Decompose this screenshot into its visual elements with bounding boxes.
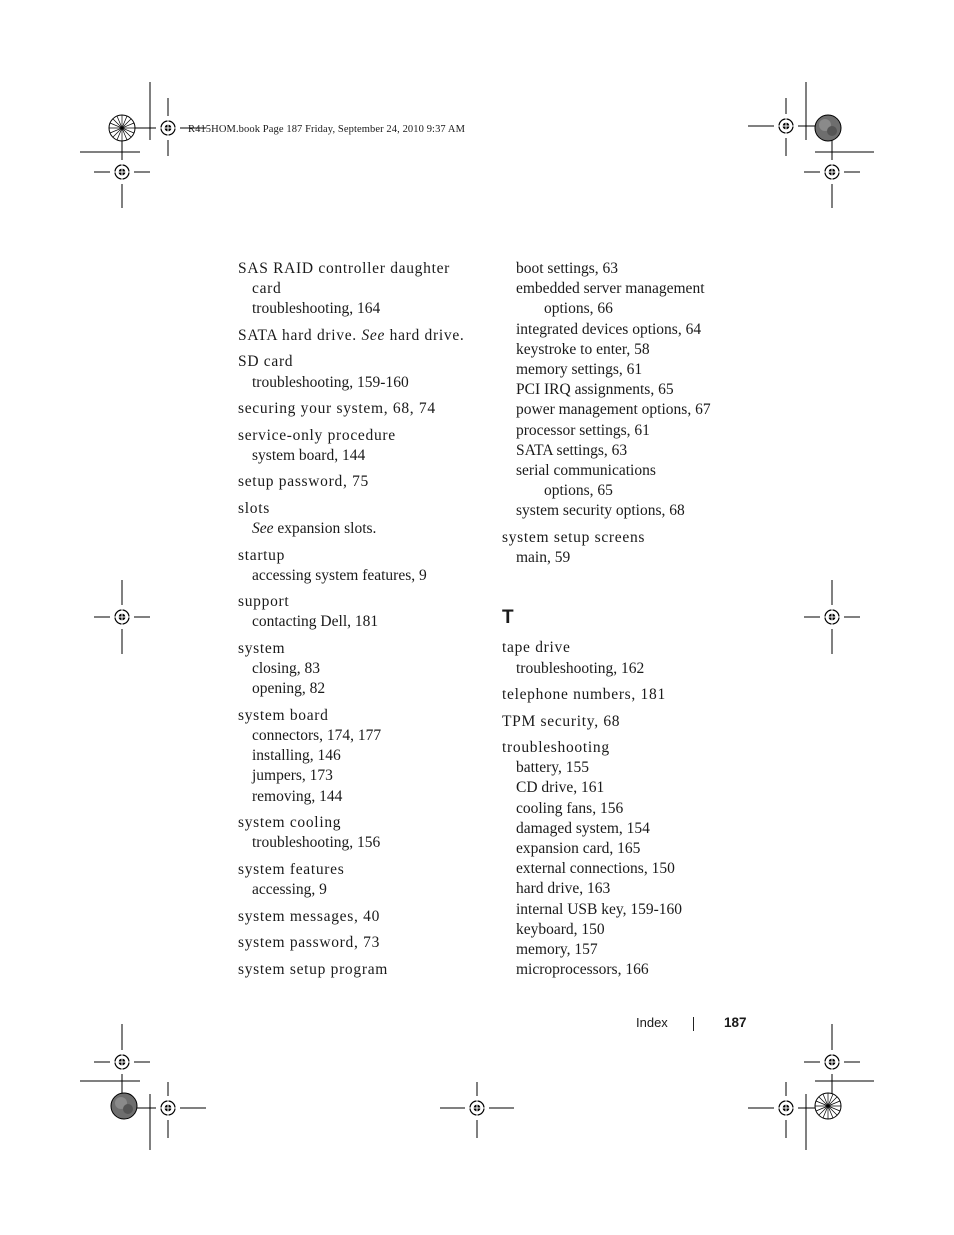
index-term: system features	[238, 860, 345, 878]
index-subentry: system security options, 68	[516, 502, 685, 520]
index-subentry: PCI IRQ assignments, 65	[516, 381, 674, 399]
index-column-left	[238, 259, 483, 986]
index-subentry: opening, 82	[252, 680, 326, 698]
index-entry	[238, 813, 483, 853]
index-subentry: keystroke to enter, 58	[516, 340, 650, 358]
index-term: tape drive	[502, 639, 571, 657]
index-subentry: jumpers, 173	[252, 767, 333, 785]
index-term: system messages, 40	[238, 907, 381, 925]
index-term: system board	[238, 706, 329, 724]
index-entry	[238, 259, 483, 320]
index-term: TPM security, 68	[502, 712, 621, 730]
index-term: setup password, 75	[238, 473, 369, 491]
index-subentry: embedded server management options, 66	[516, 280, 705, 318]
index-see-reference: See expansion slots.	[252, 520, 377, 538]
index-subentry: installing, 146	[252, 747, 341, 765]
index-term: system setup screens	[502, 528, 646, 546]
index-subentry: connectors, 174, 177	[252, 727, 382, 745]
index-term: startup	[238, 546, 286, 564]
footer-section-label: Index	[636, 1015, 668, 1030]
index-term: system password, 73	[238, 934, 381, 952]
index-entry	[238, 326, 483, 346]
index-subentry: integrated devices options, 64	[516, 320, 702, 338]
index-subentry: internal USB key, 159-160	[516, 900, 683, 918]
index-column-right	[502, 259, 747, 987]
index-subentry: memory settings, 61	[516, 361, 643, 379]
index-subentry: SATA settings, 63	[516, 441, 628, 459]
index-subentry: hard drive, 163	[516, 880, 611, 898]
index-term: troubleshooting	[502, 739, 610, 757]
index-term: support	[238, 593, 290, 611]
index-subentry: memory, 157	[516, 941, 598, 959]
index-term: slots	[238, 499, 270, 517]
index-entry	[502, 638, 747, 678]
index-subentry: troubleshooting, 159-160	[252, 373, 409, 391]
index-subentry: main, 59	[516, 549, 571, 567]
footer-divider	[693, 1017, 694, 1031]
index-entry	[238, 933, 483, 953]
print-slug: R415HOM.book Page 187 Friday, September 24, 2010 9:37 AM	[188, 124, 466, 135]
index-entry	[238, 592, 483, 632]
index-subentry: contacting Dell, 181	[252, 613, 379, 631]
index-subentry: system board, 144	[252, 446, 366, 464]
index-term: system	[238, 639, 286, 657]
index-entry	[502, 685, 747, 705]
index-subentry: closing, 83	[252, 660, 321, 678]
page-footer	[620, 1015, 760, 1037]
index-term: SATA hard drive. See hard drive.	[238, 326, 465, 344]
index-subentry: accessing system features, 9	[252, 566, 427, 584]
index-subentry: battery, 155	[516, 759, 590, 777]
section-letter: T	[502, 607, 514, 629]
index-term: service-only procedure	[238, 426, 396, 444]
index-subentry: CD drive, 161	[516, 779, 605, 797]
index-subentry: expansion card, 165	[516, 840, 641, 858]
index-subentry: processor settings, 61	[516, 421, 650, 439]
index-term: system cooling	[238, 814, 342, 832]
index-subentry: troubleshooting, 162	[516, 659, 645, 677]
index-subentry: accessing, 9	[252, 881, 327, 899]
index-entry	[238, 860, 483, 900]
index-entry	[238, 907, 483, 927]
index-subentry: serial communications options, 65	[516, 462, 656, 500]
index-term: SD card	[238, 353, 294, 371]
index-entry	[502, 712, 747, 732]
index-subentry: cooling fans, 156	[516, 799, 624, 817]
index-entry	[238, 352, 483, 392]
index-entry	[238, 706, 483, 807]
index-term: system setup program	[238, 960, 389, 978]
index-term: securing your system, 68, 74	[238, 400, 436, 418]
index-entry	[238, 960, 483, 980]
index-subentry: boot settings, 63	[516, 260, 619, 277]
index-subentry: external connections, 150	[516, 860, 675, 878]
index-subentry: removing, 144	[252, 787, 343, 805]
index-entry	[502, 738, 747, 980]
index-subentry: troubleshooting, 164	[252, 300, 381, 318]
index-entry-continued	[502, 259, 747, 522]
index-subentry: power management options, 67	[516, 401, 711, 419]
page-number: 187	[724, 1015, 747, 1030]
index-term: telephone numbers, 181	[502, 686, 666, 704]
index-term: SAS RAID controller daughter card	[238, 260, 451, 298]
index-entry	[238, 499, 483, 539]
index-entry	[502, 528, 747, 568]
index-subentry: troubleshooting, 156	[252, 834, 381, 852]
index-subentry: keyboard, 150	[516, 920, 605, 938]
index-entry	[238, 546, 483, 586]
index-subentry: damaged system, 154	[516, 819, 650, 837]
index-subentry: microprocessors, 166	[516, 961, 649, 979]
index-entry	[238, 426, 483, 466]
index-entry	[238, 639, 483, 700]
index-entry	[238, 399, 483, 419]
index-entry	[238, 472, 483, 492]
